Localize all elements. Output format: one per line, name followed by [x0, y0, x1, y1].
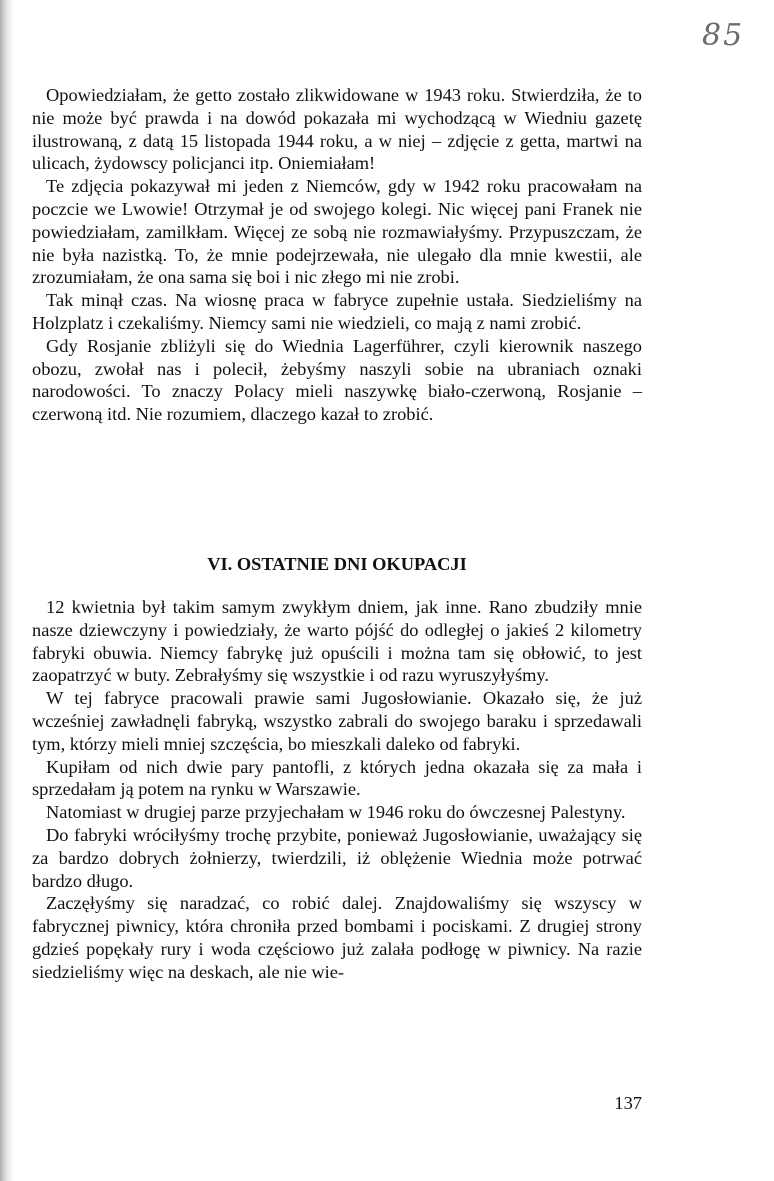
paragraph: 12 kwietnia był takim samym zwykłym dniem, jak inne. Rano zbudziły mnie nasze dziewczyny i powiedziały, że warto pójść do odległej o jakieś 2 kilometry fabryki obuwia. Niemcy fabrykę już opuścili i można tam się obłowić, to jest zaopatrzyć w buty. Zebrałyśmy się wszystkie i od razu wyruszyłyśmy.	[32, 597, 642, 686]
paragraph: Opowiedziałam, że getto zostało zlikwidowane w 1943 roku. Stwierdziła, że to nie może być prawda i na dowód pokazała mi wychodzącą w Wiedniu gazetę ilustrowaną, z datą 15 listopada 1944 roku, a w niej – zdjęcie z getta, martwi na ulicach, żydowscy policjanci itp. Oniemiałam!	[32, 85, 642, 174]
paragraph: Natomiast w drugiej parze przyjechałam w 1946 roku do ówczesnej Palestyny.	[46, 802, 626, 823]
scan-binding-shadow	[0, 0, 14, 1181]
page-number: 137	[614, 1093, 642, 1113]
paragraph: Te zdjęcia pokazywał mi jeden z Niemców, gdy w 1942 roku pracowałam na poczcie we Lwowie! Otrzymał je od swojego kolegi. Nic więcej pani Franek nie powiedziałam, zamilkłam. Więcej ze sobą nie rozmawiałyśmy. Przypuszczam, że nie była nazistką. To, że mnie podejrzewała, nie ulegało dla mnie kwestii, ale zrozumiałam, że ona sama się boi i nic złego mi nie zrobi.	[32, 176, 642, 288]
chapter-heading: VI. OSTATNIE DNI OKUPACJI	[207, 554, 467, 574]
paragraph: Do fabryki wróciłyśmy trochę przybite, ponieważ Jugosłowianie, uważający się za bardzo dobrych żołnierzy, twierdzili, iż oblężenie Wiednia może potrwać bardzo długo.	[32, 824, 642, 891]
paragraph: Tak minął czas. Na wiosnę praca w fabryce zupełnie ustała. Siedzieliśmy na Holzplatz i czekaliśmy. Niemcy sami nie wiedzieli, co mają z nami zrobić.	[32, 290, 642, 333]
body-text-before-heading	[32, 84, 642, 426]
paragraph: Kupiłam od nich dwie pary pantofli, z których jedna okazała się za mała i sprzedałam ją potem na rynku w Warszawie.	[32, 756, 642, 800]
body-text-after-heading	[32, 596, 642, 984]
paragraph: W tej fabryce pracowali prawie sami Jugosłowianie. Okazało się, że już wcześniej zawładnęli fabryką, wszystko zabrali do swojego baraku i sprzedawali tym, którzy mieli mniej szczęścia, bo mieszkali daleko od fabryki.	[32, 688, 642, 754]
paragraph: Zaczęłyśmy się naradzać, co robić dalej. Znajdowaliśmy się wszyscy w fabrycznej piwnicy, która chroniła przed bombami i pociskami. Z drugiej strony gdzieś popękały rury i woda częściowo już zalała podłogę w piwnicy. Na razie siedzieliśmy więc na deskach, ale nie wie-	[32, 893, 642, 982]
handwritten-page-note: 85	[702, 18, 745, 53]
paragraph: Gdy Rosjanie zbliżyli się do Wiednia Lagerführer, czyli kierownik naszego obozu, zwołał nas i polecił, żebyśmy naszyli sobie na ubraniach oznaki narodowości. To znaczy Polacy mieli naszywkę biało-czerwoną, Rosjanie – czerwoną itd. Nie rozumiem, dlaczego kazał to zrobić.	[32, 335, 642, 425]
